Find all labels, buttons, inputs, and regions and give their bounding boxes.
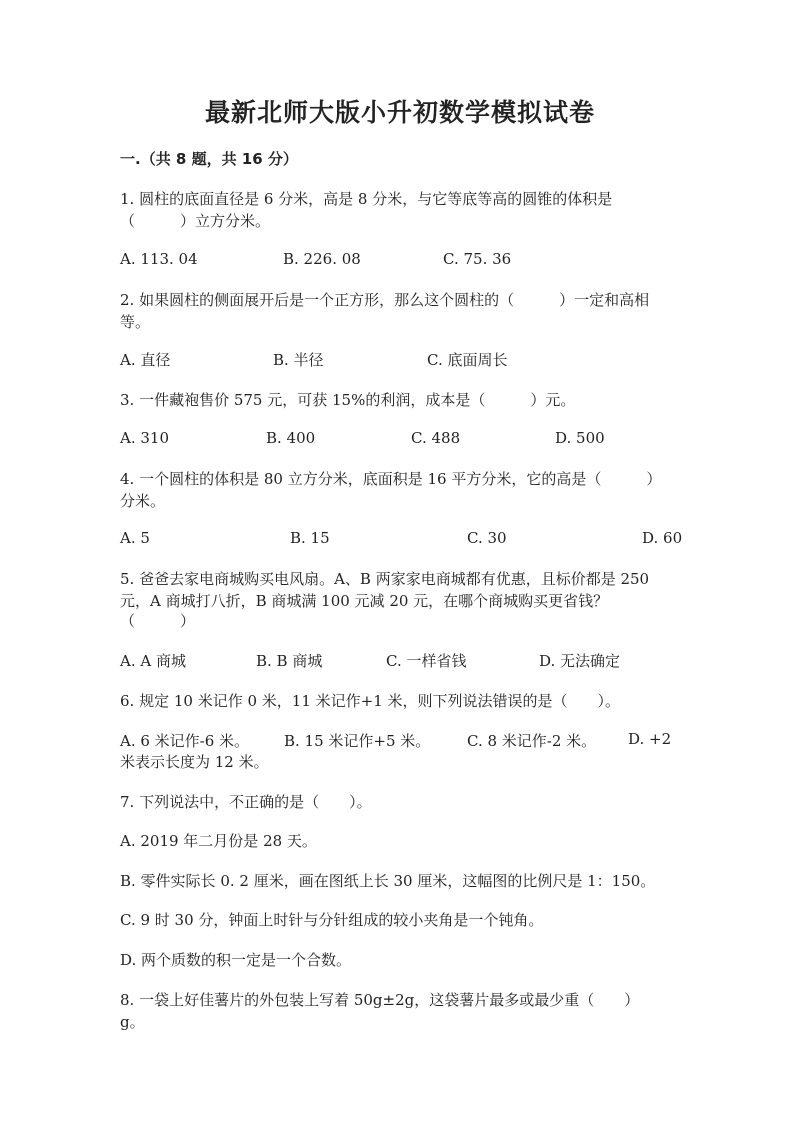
question-5-text: 5. 爸爸去家电商城购买电风扇。A、B 两家家电商城都有优惠，且标价都是 250 [120,570,650,588]
q2-option-c: C. 底面周长 [427,351,508,369]
q6-option-a: A. 6 米记作-6 米。 [120,732,250,750]
question-5-blank: （ ） [120,612,196,630]
question-6-text: 6. 规定 10 米记作 0 米，11 米记作+1 米，则下列说法错误的是（ ）。 [120,692,621,710]
q7-option-a: A. 2019 年二月份是 28 天。 [120,832,317,850]
question-1-text: 1. 圆柱的底面直径是 6 分米，高是 8 分米，与它等底等高的圆锥的体积是 [120,190,613,208]
question-3-text: 3. 一件藏袍售价 575 元，可获 15%的利润，成本是（ ）元。 [120,391,576,409]
section-heading: 一.（共 8 题，共 16 分） [120,150,298,168]
question-5-text-cont: 元，A 商城打八折，B 商城满 100 元减 20 元，在哪个商城购买更省钱？ [120,592,609,610]
question-8-text-cont: g。 [120,1013,145,1031]
question-8-text: 8. 一袋上好佳薯片的外包装上写着 50g±2g，这袋薯片最多或最少重（ ） [120,991,640,1009]
question-2-text: 2. 如果圆柱的侧面展开后是一个正方形，那么这个圆柱的（ ）一定和高相 [120,291,650,309]
q5-option-c: C. 一样省钱 [386,652,467,670]
q1-option-a: A. 113. 04 [120,250,198,268]
q5-option-a: A. A 商城 [120,652,186,670]
page-title: 最新北师大版小升初数学模拟试卷 [204,98,595,127]
q3-option-c: C. 488 [411,429,461,447]
q7-option-b: B. 零件实际长 0. 2 厘米，画在图纸上长 30 厘米，这幅图的比例尺是 1：150。 [120,872,656,890]
q6-option-d-cont: 米表示长度为 12 米。 [120,753,269,771]
q6-option-b: B. 15 米记作+5 米。 [284,732,431,750]
q4-option-a: A. 5 [120,529,150,547]
question-2-text-cont: 等。 [120,313,151,331]
q3-option-a: A. 310 [120,429,169,447]
q7-option-d: D. 两个质数的积一定是一个合数。 [120,951,352,969]
q7-option-c: C. 9 时 30 分，钟面上时针与分针组成的较小夹角是一个钝角。 [120,911,544,929]
q3-option-b: B. 400 [266,429,316,447]
q1-option-b: B. 226. 08 [283,250,361,268]
question-4-text: 4. 一个圆柱的体积是 80 立方分米，底面积是 16 平方分米，它的高是（ ） [120,470,662,488]
q6-option-c: C. 8 米记作-2 米。 [467,732,597,750]
q3-option-d: D. 500 [555,429,605,447]
question-1-text-cont: （ ）立方分米。 [120,212,271,230]
q5-option-b: B. B 商城 [256,652,323,670]
q1-option-c: C. 75. 36 [443,250,512,268]
q6-option-d: D. +2 [628,730,672,748]
q4-option-d: D. 60 [642,529,683,547]
q5-option-d: D. 无法确定 [539,652,621,670]
question-7-text: 7. 下列说法中，不正确的是（ ）。 [120,793,372,811]
q2-option-a: A. 直径 [120,351,171,369]
q4-option-c: C. 30 [467,529,507,547]
q4-option-b: B. 15 [290,529,330,547]
question-4-text-cont: 分米。 [120,492,166,510]
q2-option-b: B. 半径 [273,351,324,369]
